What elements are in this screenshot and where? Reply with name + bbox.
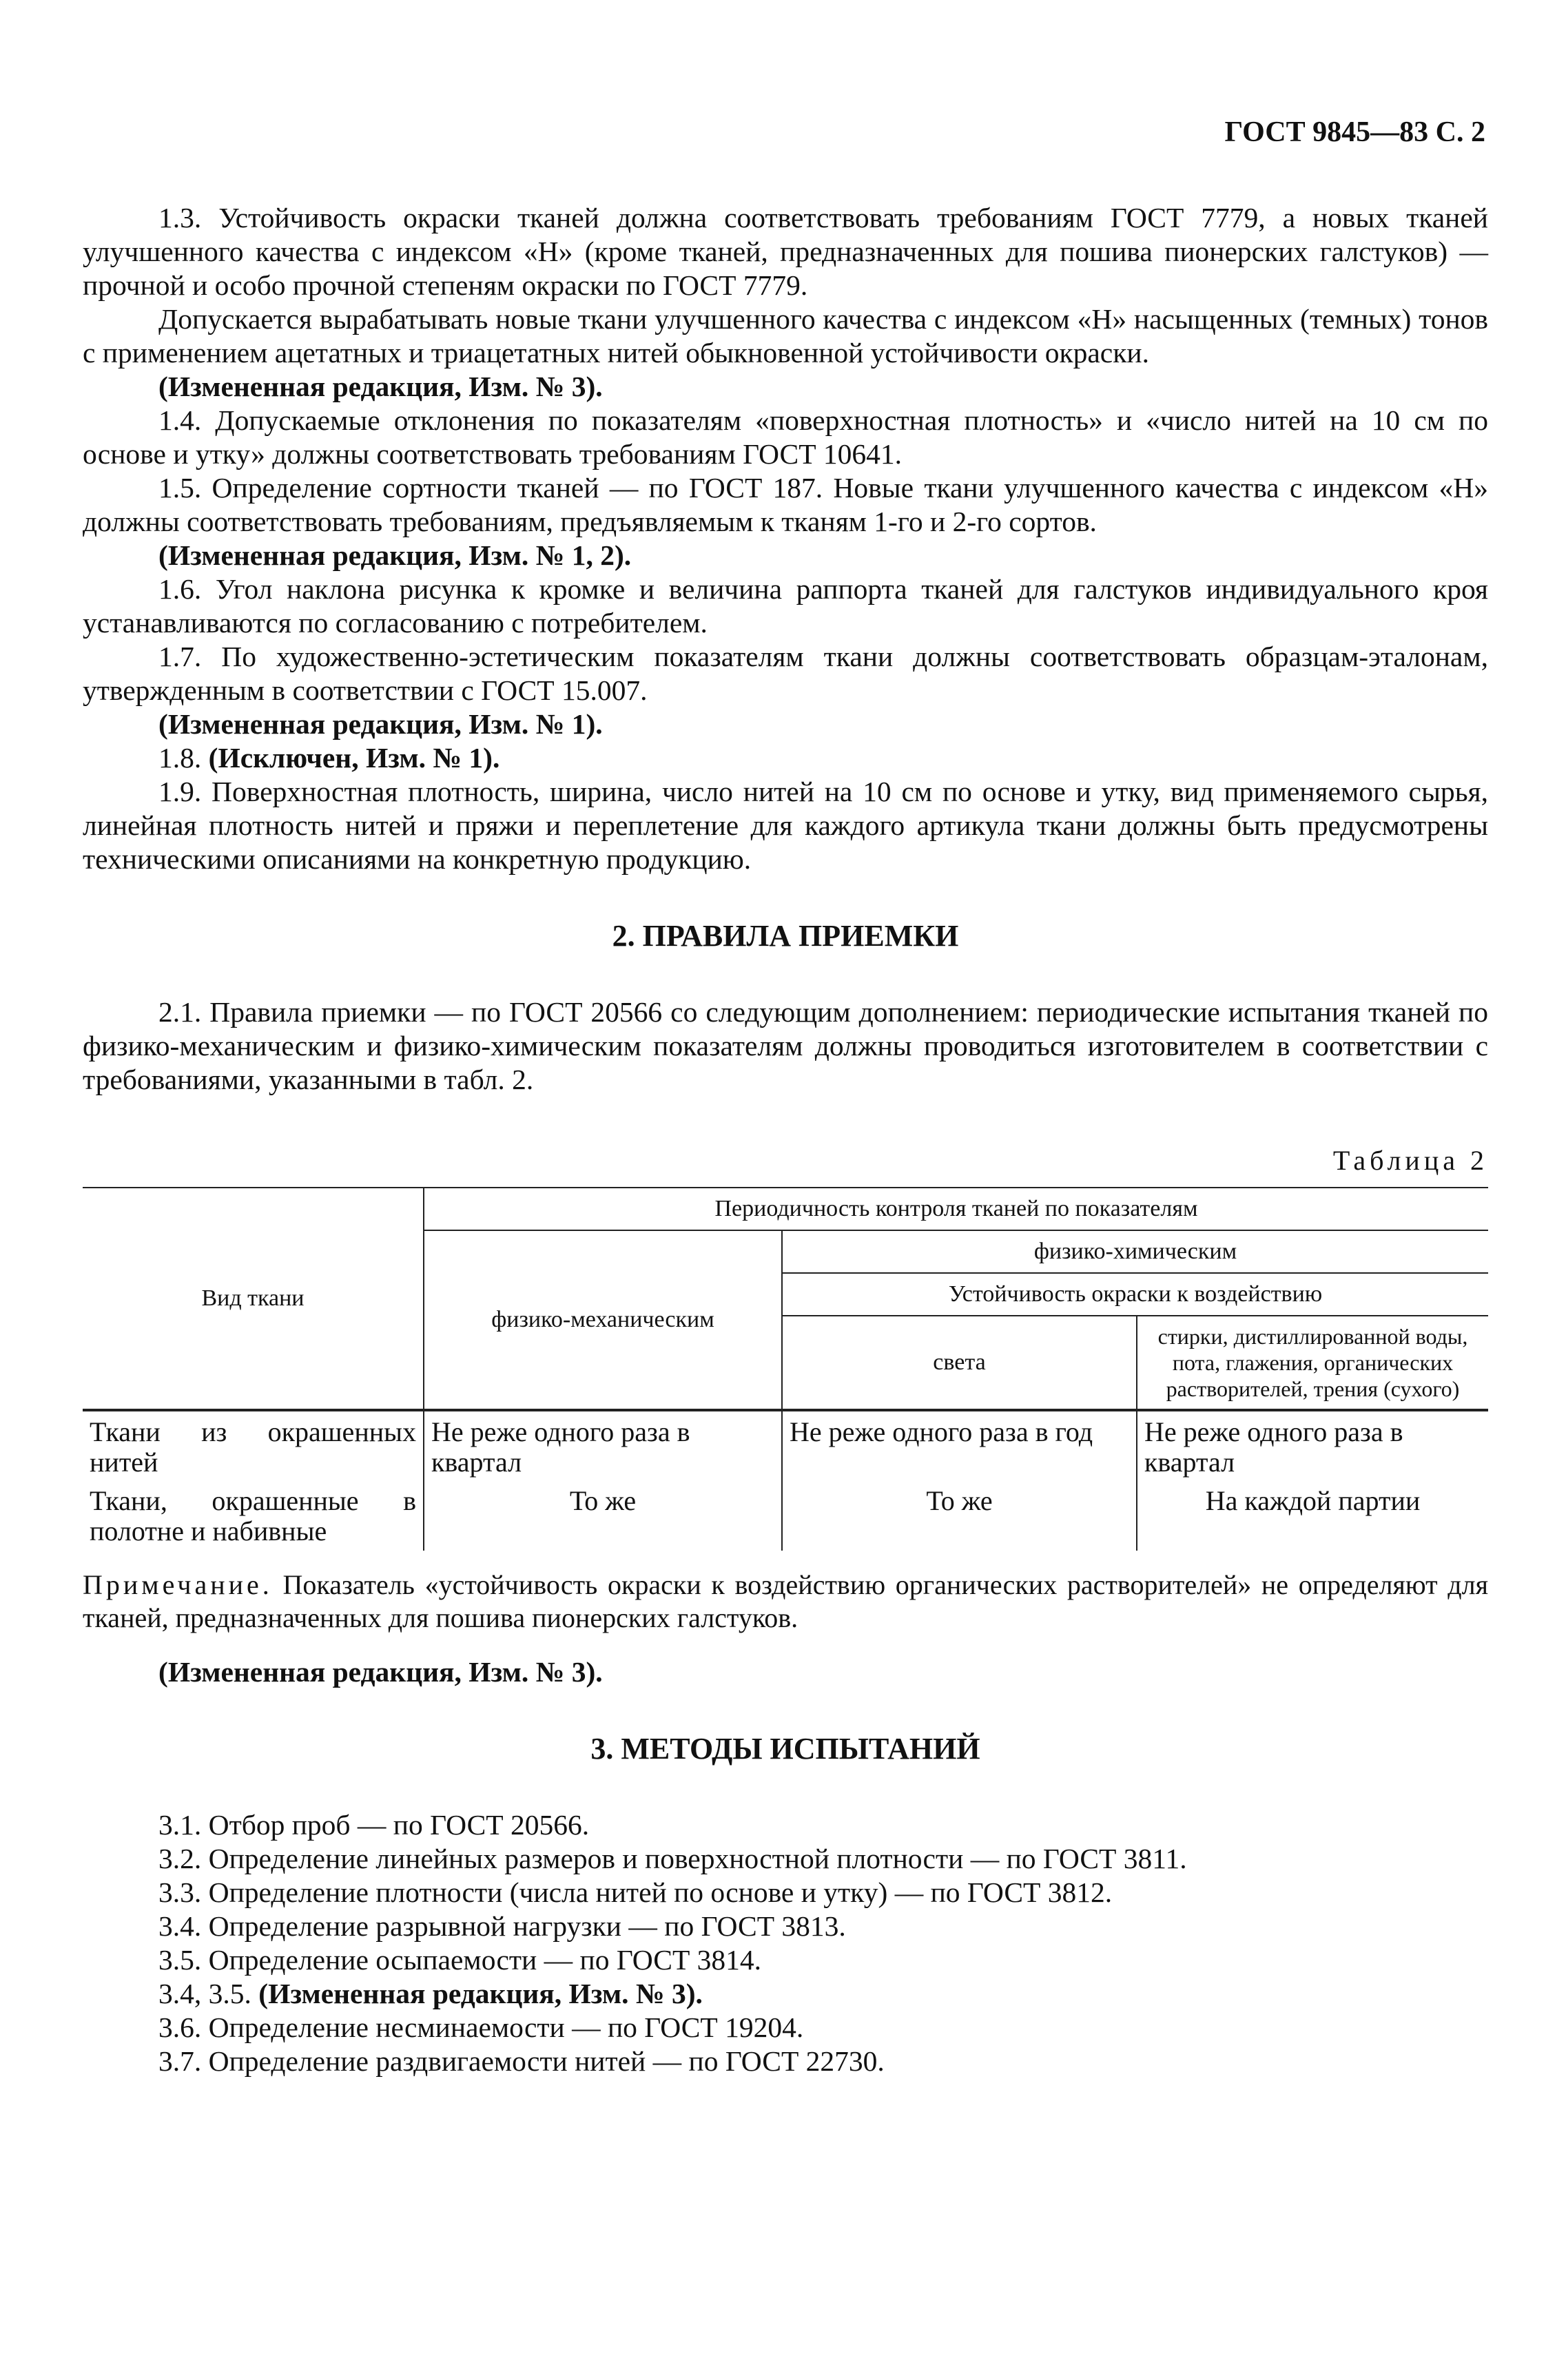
clause-3-2: 3.2. Определение линейных размеров и поверхностной плотности — по ГОСТ 3811. [158,1843,1187,1874]
header-light: света [782,1316,1137,1410]
clause-3-6: 3.6. Определение несминаемости — по ГОСТ 19204. [158,2011,804,2043]
clause-1-3-addendum: Допускается вырабатывать новые ткани улучшенного качества с индексом «Н» насыщенных (темных) тонов с применением ацетатных и триацетатных нитей обыкновенной устойчивости окраски. [83,303,1488,369]
cell-light: То же [782,1482,1137,1551]
clause-3-3: 3.3. Определение плотности (числа нитей по основе и утку) — по ГОСТ 3812. [158,1876,1113,1908]
excluded-note: (Исключен, Изм. № 1). [208,742,500,774]
edit-note: (Измененная редакция, Изм. № 3). [258,1978,703,2009]
table-row [83,1410,1488,1482]
table-2 [83,1187,1488,1551]
clause-1-9: 1.9. Поверхностная плотность, ширина, число нитей на 10 см по основе и утку, вид применяемого сырья, линейная плотность нитей и пряжи и переплетение для каждого артикула ткани должны быть предусмотрены техническими описаниями на конкретную продукцию. [83,776,1488,875]
edit-note: (Измененная редакция, Изм. № 1). [158,708,603,740]
clause-3-1: 3.1. Отбор проб — по ГОСТ 20566. [158,1809,590,1841]
cell-fabric-type: Ткани из окрашенных нитей [83,1410,424,1482]
edit-note: (Измененная редакция, Изм. № 3). [158,1656,603,1688]
edit-note: (Измененная редакция, Изм. № 1, 2). [158,539,632,571]
clause-1-7: 1.7. По художественно-эстетическим показателям ткани должны соответствовать образцам-эталонам, утвержденным в соответствии с ГОСТ 15.007. [83,641,1488,706]
section-title-acceptance: 2. ПРАВИЛА ПРИЕМКИ [612,919,959,953]
note-text: Показатель «устойчивость окраски к воздействию органических растворителей» не определяют для тканей, предназначенных для пошива пионерских галстуков. [83,1569,1489,1633]
header-washing-etc: стирки, дистиллированной воды, пота, глажения, органических растворителей, трения (сухого) [1137,1316,1488,1410]
clause-2-1: 2.1. Правила приемки — по ГОСТ 20566 со следующим дополнением: периодические испытания тканей по физико-механическим и физико-химическим показателям должны проводиться изготовителем в соответствии с требованиями, указанными в табл. 2. [83,996,1488,1095]
clause-3-4-3-5 [83,1977,1488,2011]
table-row [83,1482,1488,1551]
header-color-fastness: Устойчивость окраски к воздействию [782,1273,1488,1316]
clause-1-6: 1.6. Угол наклона рисунка к кромке и величина раппорта тканей для галстуков индивидуального кроя устанавливаются по согласованию с потребителем. [83,573,1488,639]
section-title-test-methods: 3. МЕТОДЫ ИСПЫТАНИЙ [590,1732,980,1766]
cell-mechanical: То же [424,1482,782,1551]
clause-1-8 [83,741,1488,775]
clause-number: 3.4, 3.5. [158,1978,251,2009]
cell-washing: Не реже одного раза в квартал [1137,1410,1488,1482]
table-note [83,1569,1488,1635]
cell-fabric-type: Ткани, окрашенные в полотне и набивные [90,1485,416,1546]
clause-1-4: 1.4. Допускаемые отклонения по показателям «поверхностная плотность» и «число нитей на 10 см по основе и утку» должны соответствовать требованиям ГОСТ 10641. [83,404,1488,470]
clause-1-5: 1.5. Определение сортности тканей — по ГОСТ 187. Новые ткани улучшенного качества с индексом «Н» должны соответствовать требованиям, предъявляемым к тканям 1-го и 2-го сортов. [83,472,1488,537]
document-body [83,201,1488,2078]
table-caption: Таблица 2 [1332,1145,1488,1176]
page-header: ГОСТ 9845—83 С. 2 [1224,116,1485,148]
cell-mechanical: Не реже одного раза в квартал [424,1410,782,1482]
header-physico-chemical: физико-химическим [782,1230,1488,1273]
clause-3-5: 3.5. Определение осыпаемости — по ГОСТ 3814. [158,1944,762,1976]
clause-3-7: 3.7. Определение раздвигаемости нитей — по ГОСТ 22730. [158,2045,885,2077]
header-physico-mechanical: физико-механическим [424,1230,782,1410]
clause-number: 1.8. [158,742,202,774]
header-fabric-type: Вид ткани [83,1188,424,1410]
note-label: Примечание. [83,1569,273,1600]
cell-light: Не реже одного раза в год [782,1410,1137,1482]
clause-3-4: 3.4. Определение разрывной нагрузки — по ГОСТ 3813. [158,1910,846,1942]
clause-1-3: 1.3. Устойчивость окраски тканей должна соответствовать требованиям ГОСТ 7779, а новых тканей улучшенного качества с индексом «Н» (кроме тканей, предназначенных для пошива пионерских галстуков) — прочной и особо прочной степеням окраски по ГОСТ 7779. [83,202,1488,301]
cell-washing: На каждой партии [1137,1482,1488,1551]
edit-note: (Измененная редакция, Изм. № 3). [158,371,603,402]
header-control-frequency: Периодичность контроля тканей по показателям [424,1188,1488,1230]
